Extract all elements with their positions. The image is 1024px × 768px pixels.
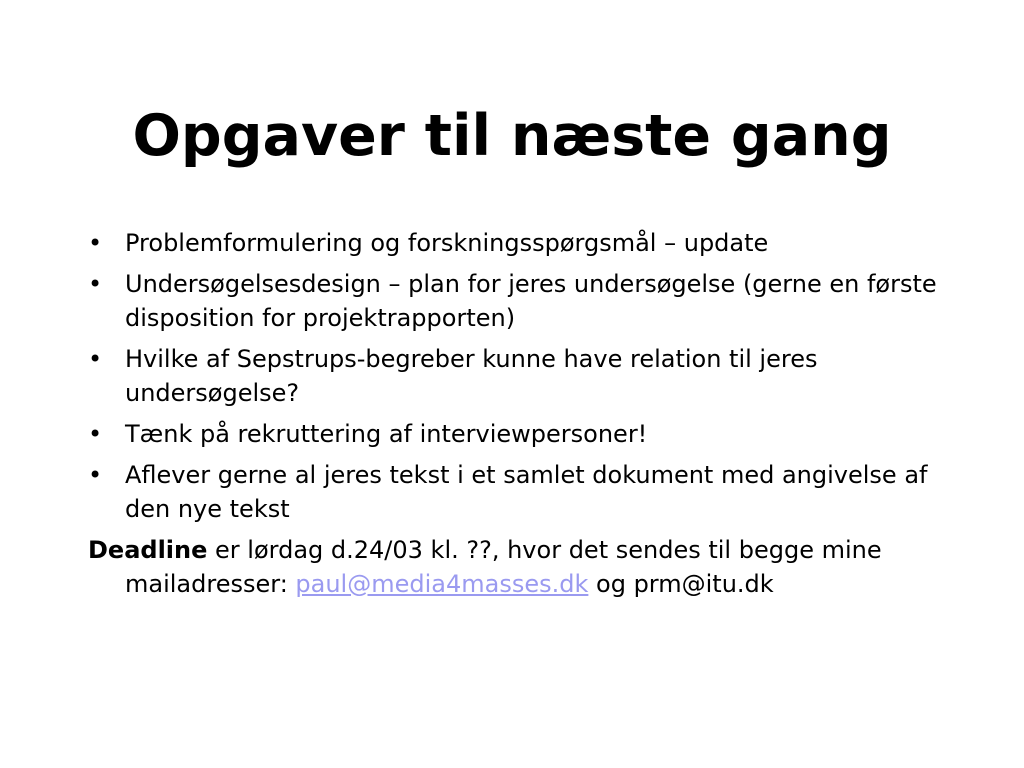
deadline-paragraph <box>88 533 968 601</box>
bullet-item <box>88 226 968 260</box>
bullet-list <box>88 226 968 526</box>
bullet-text: Hvilke af Sepstrups-begreber kunne have relation til jeres undersøgelse? <box>125 345 818 407</box>
bullet-glyph: • <box>88 345 103 373</box>
email-link[interactable]: paul@media4masses.dk <box>295 570 589 598</box>
bullet-glyph: • <box>88 229 103 257</box>
slide-body <box>88 226 968 601</box>
deadline-keyword: Deadline <box>88 536 208 564</box>
bullet-item <box>88 342 968 410</box>
bullet-glyph: • <box>88 270 103 298</box>
bullet-text: Aflever gerne al jeres tekst i et samlet dokument med angivelse af den nye tekst <box>125 461 928 523</box>
slide-title: Opgaver til næste gang <box>132 103 892 169</box>
bullet-glyph: • <box>88 461 103 489</box>
bullet-text: Problemformulering og forskningsspørgsmål – update <box>125 229 769 257</box>
bullet-item <box>88 458 968 526</box>
bullet-item <box>88 417 968 451</box>
bullet-glyph: • <box>88 420 103 448</box>
bullet-text: Tænk på rekruttering af interviewpersoner! <box>125 420 648 448</box>
deadline-text: er lørdag d.24/03 kl. ??, hvor det sendes til begge mine mailadresser: <box>125 536 882 598</box>
bullet-item <box>88 267 968 335</box>
bullet-text: Undersøgelsesdesign – plan for jeres undersøgelse (gerne en første disposition for projektrapporten) <box>125 270 937 332</box>
deadline-conjunction: og <box>588 570 634 598</box>
email-address-2: prm@itu.dk <box>633 570 774 598</box>
